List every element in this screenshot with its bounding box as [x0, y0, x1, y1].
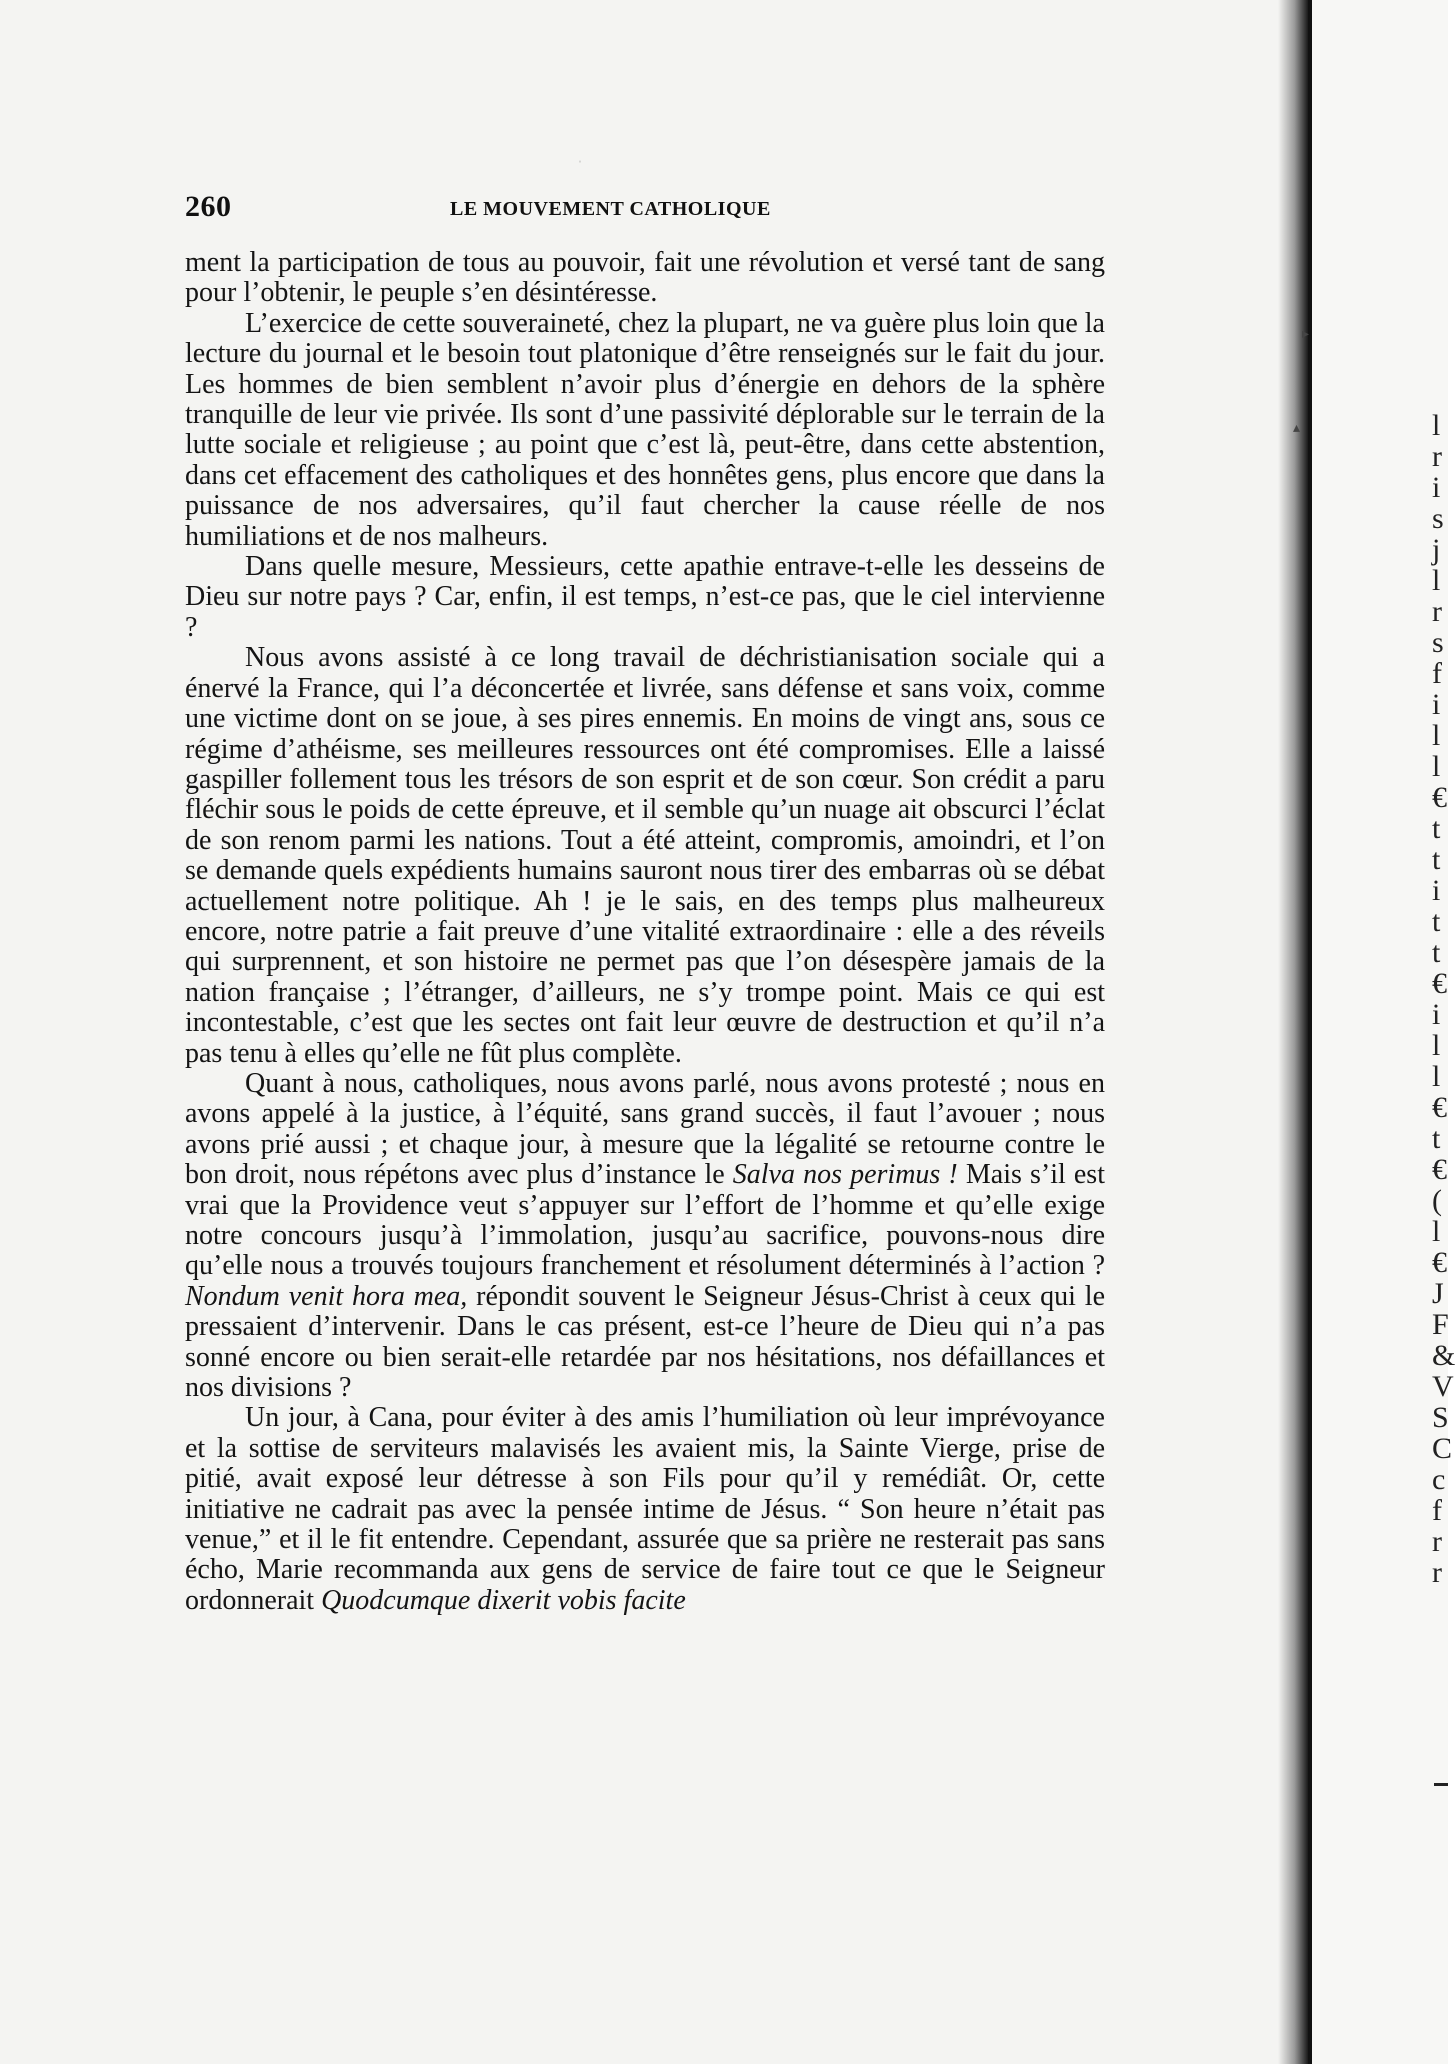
facing-page-fragment: f: [1432, 657, 1442, 690]
facing-page-fragment: i: [1432, 471, 1441, 504]
body-text: [185, 248, 1105, 1616]
facing-page-fragment: S: [1432, 1401, 1449, 1434]
facing-page-fragment: j: [1432, 533, 1441, 566]
running-title: LE MOUVEMENT CATHOLIQUE: [450, 198, 771, 220]
paragraph-text: Dans quelle mesure, Messieurs, cette apathie entrave-t-elle les desseins de Dieu sur notre pays ? Car, enfin, il est temps, n’est-ce pas, que le ciel intervienne ?: [185, 551, 1105, 643]
facing-page-fragment: l: [1432, 1029, 1441, 1062]
facing-page-fragment: s: [1432, 626, 1444, 659]
facing-page-fragment: r: [1432, 440, 1442, 473]
facing-page-fragment: l: [1432, 1060, 1441, 1093]
facing-page-fragment: l: [1432, 1215, 1441, 1248]
paragraph-text: Nous avons assisté à ce long travail de déchristianisation sociale qui a énervé la France, qui l’a déconcertée et livrée, sans défense et sans voix, comme une victime dont on se joue, à ses pires ennemis. En moins de vingt ans, sous ce régime d’athéisme, ses meilleures ressources ont été compromises. Elle a laissé gaspiller follement tous les trésors de son esprit et de son cœur. Son crédit a paru fléchir sous le poids de cette épreuve, et il semble qu’un nuage ait obscurci l’éclat de son renom parmi les nations. Tout a été atteint, compromis, amoindri, et l’on se demande quels expédients humains sauront nous tirer des embarras où se débat actuellement notre politique. Ah ! je le sais, en des temps plus malheureux encore, notre patrie a fait preuve d’une vitalité extraordinaire : elle a des réveils qui surprennent, et son histoire ne permet pas que l’on désespère jamais de la nation française ; l’étranger, d’ailleurs, ne s’y trompe point. Mais ce qui est incontestable, c’est que les sectes ont fait leur œuvre de destruction et qu’il n’a pas tenu à elles qu’elle ne fût plus complète.: [185, 642, 1105, 1069]
facing-page-fragment: C: [1432, 1432, 1453, 1465]
italic-latin-phrase: Nondum venit hora mea,: [185, 1280, 468, 1312]
paragraph: [185, 248, 1105, 309]
facing-page-fragment: l: [1432, 719, 1441, 752]
facing-page-fragment: t: [1432, 1122, 1441, 1155]
facing-page-fragment: l: [1432, 750, 1441, 783]
italic-latin-phrase: Quodcumque dixerit vobis facite: [321, 1584, 686, 1616]
facing-page-fragment: f: [1432, 1494, 1442, 1527]
paragraph-text: répondit souvent le Seigneur Jésus-Christ à ceux qui le pressaient d’intervenir. Dans le cas présent, est-ce l’heure de Dieu qui n’a pas sonné encore ou bien serait-elle retardée par nos hésitations, nos défaillances et nos divisions ?: [185, 1280, 1105, 1404]
facing-page-fragment: l: [1432, 564, 1441, 597]
facing-page-fragment: €: [1432, 1091, 1447, 1124]
page-number: 260: [185, 190, 232, 223]
paragraph-text: L’exercice de cette souveraineté, chez la plupart, ne va guère plus loin que la lecture du journal et le besoin tout platonique d’être renseignés sur le fait du jour. Les hommes de bien semblent n’avoir plus d’énergie en dehors de la sphère tranquille de leur vie privée. Ils sont d’une passivité déplorable sur le terrain de la lutte sociale et religieuse ; au point que c’est là, peut-être, dans cette abstention, dans cet effacement des catholiques et des honnêtes gens, plus encore que dans la puissance de nos adversaires, qu’il faut chercher la cause réelle de nos humiliations et de nos malheurs.: [185, 307, 1105, 552]
facing-page-fragment: F: [1432, 1308, 1449, 1341]
facing-page-fragment: r: [1432, 1556, 1442, 1589]
facing-page-fragment: l: [1432, 409, 1441, 442]
paragraph: [185, 309, 1105, 552]
scan-artifact-mark: ˈ: [578, 158, 582, 172]
paragraph-text: Mais s’il est vrai que la Providence veut s’appuyer sur l’effort de l’homme et qu’elle exige notre concours jusqu’à l’immolation, jusqu’au sacrifice, pouvons-nous dire qu’elle nous a trouvés toujours franchement et résolument déterminés à l’action ?: [185, 1159, 1105, 1282]
facing-page-fragment: J: [1432, 1277, 1444, 1310]
facing-page-fragment: t: [1432, 936, 1441, 969]
scan-artifact-mark: ▴: [1293, 421, 1301, 436]
facing-page-rule: [1434, 1783, 1448, 1786]
facing-page-fragment: r: [1432, 1525, 1442, 1558]
italic-latin-phrase: Salva nos perimus !: [732, 1159, 958, 1191]
facing-page-fragment: c: [1432, 1463, 1446, 1496]
facing-page-fragment: t: [1432, 812, 1441, 845]
scan-artifact-mark: ▸: [1302, 327, 1310, 342]
paragraph-text: Un jour, à Cana, pour éviter à des amis l’humiliation où leur imprévoyance et la sottise de serviteurs malavisés les avaient mis, la Sainte Vierge, prise de pitié, avait exposé leur détresse à son Fils pour qu’il y remédiât. Or, cette initiative ne cadrait pas avec la pensée intime de Jésus. “ Son heure n’était pas venue,” et il le fit entendre. Cependant, assurée que sa prière ne resterait pas sans écho, Marie recommanda aux gens de service de faire tout ce que le Seigneur ordonnerait: [185, 1402, 1105, 1616]
facing-page-fragment: s: [1432, 502, 1444, 535]
paragraph: [185, 552, 1105, 643]
facing-page-letter-fragments: [1432, 409, 1455, 1589]
paragraph: [185, 1069, 1105, 1403]
facing-page-fragment: V: [1432, 1370, 1454, 1403]
facing-page-fragment: €: [1432, 1246, 1447, 1279]
facing-page-fragment: i: [1432, 688, 1441, 721]
facing-page-fragment: t: [1432, 905, 1441, 938]
paragraph: [185, 643, 1105, 1069]
facing-page-edge: [1308, 0, 1455, 2064]
facing-page-fragment: i: [1432, 998, 1441, 1031]
facing-page-fragment: i: [1432, 874, 1441, 907]
paragraph-text: Quant à nous, catholiques, nous avons parlé, nous avons protesté ; nous en avons appelé à la justice, à l’équité, sans grand succès, il faut l’avouer ; nous avons prié aussi ; et chaque jour, à mesure que la légalité se retourne contre le bon droit, nous répétons avec plus d’instance le: [185, 1067, 1105, 1191]
facing-page-fragment: €: [1432, 781, 1447, 814]
page-header: [185, 190, 1105, 222]
facing-page-fragment: &: [1432, 1339, 1455, 1372]
facing-page-fragment: t: [1432, 843, 1441, 876]
book-gutter-shadow: [1278, 0, 1308, 2064]
facing-page-fragment: €: [1432, 1153, 1447, 1186]
paragraph-text: ment la participation de tous au pouvoir, fait une révolution et versé tant de sang pour l’obtenir, le peuple s’en désintéresse.: [185, 247, 1105, 309]
paragraph: [185, 1403, 1105, 1616]
facing-page-fragment: €: [1432, 967, 1447, 1000]
facing-page-fragment: r: [1432, 595, 1442, 628]
facing-page-fragment: (: [1432, 1184, 1442, 1217]
